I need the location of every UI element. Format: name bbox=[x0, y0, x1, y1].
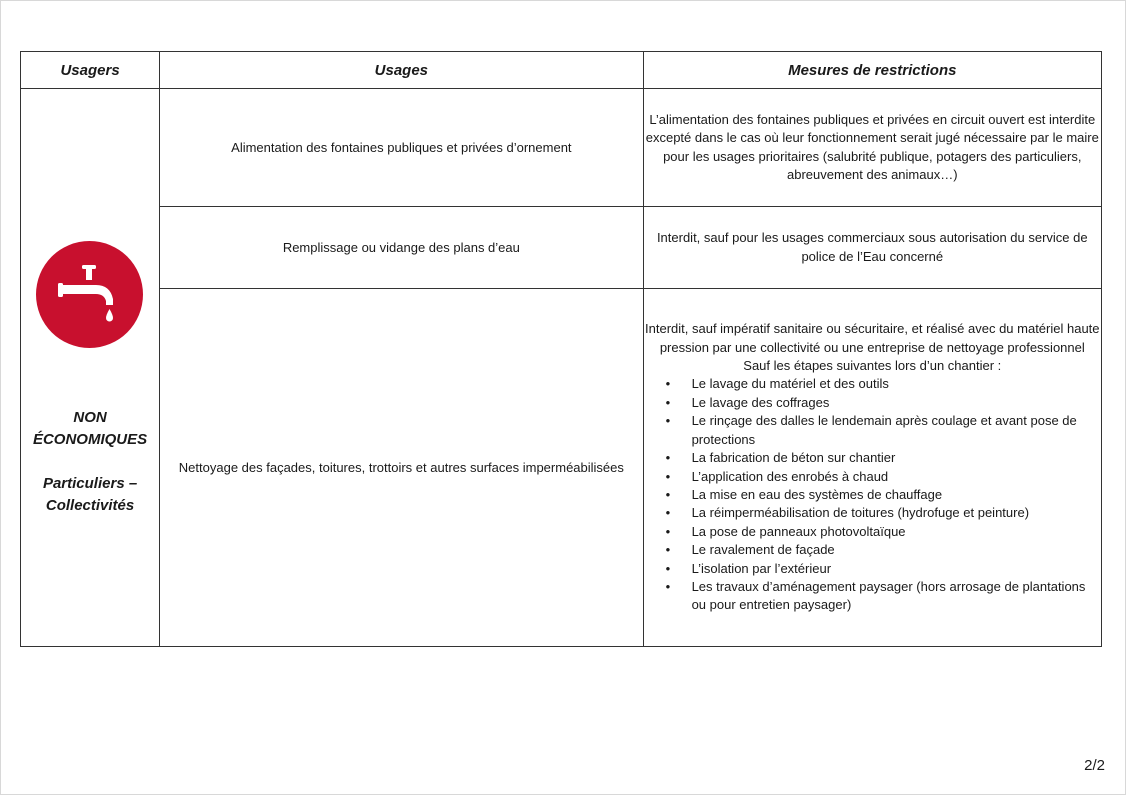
list-item bbox=[644, 541, 1101, 559]
category-label bbox=[21, 407, 159, 517]
mesure-nettoyage bbox=[643, 289, 1101, 647]
list-item-text: Le rinçage des dalles le lendemain après coulage et avant pose de protections bbox=[691, 413, 1077, 447]
table-row bbox=[21, 289, 1102, 647]
mesure-nettoyage-subtitle: Sauf les étapes suivantes lors d’un chantier : bbox=[743, 358, 1002, 374]
list-item-text: La fabrication de béton sur chantier bbox=[691, 450, 896, 466]
bullet-icon: • bbox=[665, 376, 671, 392]
header-usagers: Usagers bbox=[21, 52, 160, 89]
list-item bbox=[644, 394, 1101, 412]
mesure-fontaines: L’alimentation des fontaines publiques et privées en circuit ouvert est interdite excepté dans le cas où leur fonctionnement serait jugé nécessaire par le maire pour les usages prioritaires (salubrité publique, potagers des particuliers, abreuvement des animaux…) bbox=[643, 89, 1101, 207]
list-item-text: L’isolation par l’extérieur bbox=[691, 560, 832, 576]
bullet-icon: • bbox=[665, 486, 671, 502]
usage-fontaines: Alimentation des fontaines publiques et privées d’ornement bbox=[160, 89, 643, 207]
list-item-text: Le lavage des coffrages bbox=[691, 394, 830, 410]
mesure-plans-eau: Interdit, sauf pour les usages commerciaux sous autorisation du service de police de l’Eau concerné bbox=[643, 207, 1101, 289]
list-item-text: La pose de panneaux photovoltaïque bbox=[691, 523, 906, 539]
list-item bbox=[644, 449, 1101, 467]
category-line-1: NON bbox=[73, 409, 107, 426]
page-number: 2/2 bbox=[1084, 757, 1105, 774]
list-item-text: La réimperméabilisation de toitures (hydrofuge et peinture) bbox=[691, 505, 1030, 521]
bullet-icon: • bbox=[665, 560, 671, 576]
water-tap-icon bbox=[36, 241, 143, 348]
table-header-row bbox=[21, 52, 1102, 89]
category-line-4: Collectivités bbox=[45, 497, 135, 514]
list-item bbox=[644, 412, 1101, 449]
mesure-nettoyage-intro: Interdit, sauf impératif sanitaire ou sécuritaire, et réalisé avec du matériel haute pression par une collectivité ou une entreprise de nettoyage professionnel bbox=[645, 321, 1100, 355]
restrictions-table bbox=[20, 51, 1102, 647]
table-row bbox=[21, 89, 1102, 207]
bullet-icon: • bbox=[665, 578, 671, 594]
bullet-icon: • bbox=[665, 505, 671, 521]
list-item bbox=[644, 578, 1101, 615]
list-item-text: Les travaux d’aménagement paysager (hors arrosage de plantations ou pour entretien paysager) bbox=[691, 578, 1086, 613]
header-mesures: Mesures de restrictions bbox=[643, 52, 1101, 89]
bullet-icon: • bbox=[665, 450, 671, 466]
bullet-icon: • bbox=[665, 542, 671, 558]
list-item bbox=[644, 486, 1101, 504]
list-item bbox=[644, 468, 1101, 486]
header-usages: Usages bbox=[160, 52, 643, 89]
usage-nettoyage: Nettoyage des façades, toitures, trottoirs et autres surfaces imperméabilisées bbox=[160, 289, 643, 647]
list-item-text: Le lavage du matériel et des outils bbox=[691, 376, 889, 392]
bullet-icon: • bbox=[665, 523, 671, 539]
list-item bbox=[644, 504, 1101, 522]
list-item-text: La mise en eau des systèmes de chauffage bbox=[691, 486, 943, 502]
category-line-2: ÉCONOMIQUES bbox=[32, 431, 148, 448]
table-row bbox=[21, 207, 1102, 289]
list-item-text: L’application des enrobés à chaud bbox=[691, 468, 889, 484]
chantier-steps-list bbox=[644, 375, 1101, 614]
bullet-icon: • bbox=[665, 468, 671, 484]
category-line-3: Particuliers – bbox=[42, 475, 138, 492]
list-item bbox=[644, 375, 1101, 393]
list-item-text: Le ravalement de façade bbox=[691, 542, 835, 558]
list-item bbox=[644, 523, 1101, 541]
bullet-icon: • bbox=[665, 394, 671, 410]
list-item bbox=[644, 560, 1101, 578]
usage-plans-eau: Remplissage ou vidange des plans d’eau bbox=[160, 207, 643, 289]
bullet-icon: • bbox=[665, 413, 671, 429]
usagers-cell bbox=[21, 89, 160, 647]
